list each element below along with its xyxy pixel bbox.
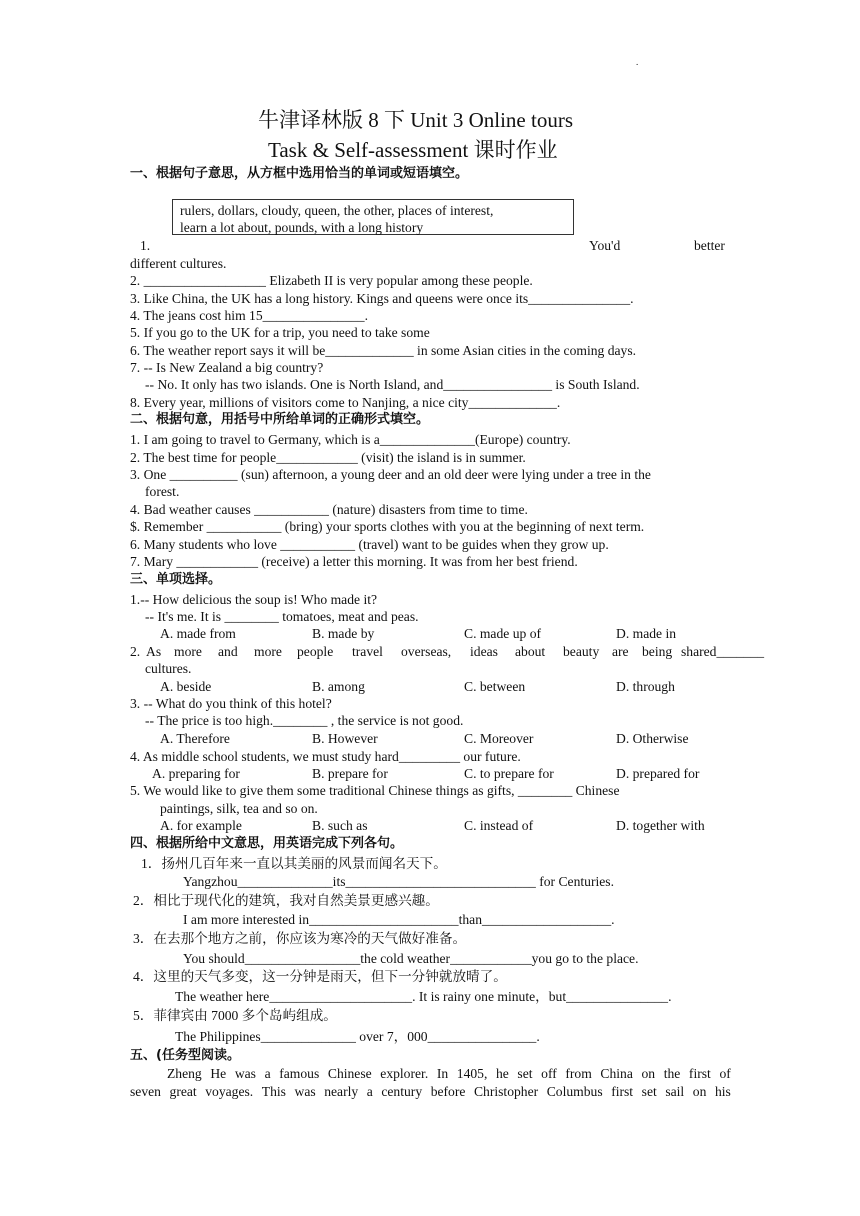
s5-word: before	[430, 1084, 466, 1099]
s2-q1: 1. I am going to travel to Germany, which is a______________(Europe) country.	[130, 432, 571, 447]
s3-q5-option-d: D. together with	[616, 818, 705, 833]
s4-q1-english: Yangzhou______________its____________________________ for Centuries.	[183, 874, 614, 889]
s3-q2-word: 2.	[130, 644, 141, 659]
section-4-heading: 四、根据所给中文意思，用英语完成下列各句。	[130, 836, 404, 851]
s4-q3-chinese: 3．在去那个地方之前，你应该为寒冷的天气做好准备。	[133, 931, 467, 946]
s3-q3-answer: -- The price is too high.________ , the service is not good.	[145, 713, 464, 728]
s1-q7-answer: -- No. It only has two islands. One is North Island, and________________ is South Island.	[145, 377, 640, 392]
s3-q1-option-d: D. made in	[616, 626, 677, 641]
s4-q1-chinese: 1．扬州几百年来一直以其美丽的风景而闻名天下。	[141, 856, 447, 871]
s3-q2-word: more	[174, 644, 202, 659]
s5-word: on	[692, 1084, 707, 1099]
s5-word: great	[169, 1084, 197, 1099]
s5-word: explorer.	[380, 1066, 429, 1081]
s5-word: voyages.	[205, 1084, 254, 1099]
s5-word: from	[565, 1066, 592, 1081]
s4-q5-english: The Philippines______________ over 7，000________________.	[175, 1029, 540, 1044]
s3-q5-continuation: paintings, silk, tea and so on.	[160, 801, 318, 816]
s5-word: This	[261, 1084, 286, 1099]
s3-q1-question: 1.-- How delicious the soup is! Who made it?	[130, 592, 378, 607]
s5-word: famous	[279, 1066, 320, 1081]
section-3-heading: 三、单项选择。	[130, 572, 222, 587]
s3-q5-option-a: A. for example	[160, 818, 242, 833]
title-line-1: 牛津译林版 8 下 Unit 3 Online tours	[258, 108, 573, 132]
s1-q2: 2. __________________ Elizabeth II is very popular among these people.	[130, 273, 533, 288]
s3-q3-question: 3. -- What do you think of this hotel?	[130, 696, 332, 711]
s3-q3-option-c: C. Moreover	[464, 731, 534, 746]
s1-q5: 5. If you go to the UK for a trip, you need to take some	[130, 325, 430, 340]
s5-word: sail	[665, 1084, 685, 1099]
s3-q2-word: overseas,	[401, 644, 452, 659]
s3-q2-word: and	[218, 644, 238, 659]
s4-q3-english: You should_________________the cold weather____________you go to the place.	[183, 951, 639, 966]
s3-q2-word: shared_______	[681, 644, 765, 659]
s3-q2-option-d: D. through	[616, 679, 675, 694]
s5-word: 1405,	[456, 1066, 488, 1081]
section-1-heading: 一、根据句子意思，从方框中选用恰当的单词或短语填空。	[130, 166, 469, 181]
s3-q2-word: people	[297, 644, 334, 659]
s3-q4-option-d: D. prepared for	[616, 766, 700, 781]
s2-q3: 3. One __________ (sun) afternoon, a young deer and an old deer were lying under a tree in the	[130, 467, 651, 482]
s1-q1-word-better: better	[694, 238, 725, 253]
s3-q2-word: As	[146, 644, 162, 659]
s5-word: off	[541, 1066, 557, 1081]
s5-word: he	[495, 1066, 509, 1081]
s5-word: China	[600, 1066, 633, 1081]
s5-word: seven	[130, 1084, 161, 1099]
s3-q4-question: 4. As middle school students, we must study hard_________ our future.	[130, 749, 521, 764]
s3-q3-option-d: D. Otherwise	[616, 731, 689, 746]
s5-word: first	[688, 1066, 711, 1081]
s1-q1-continuation: different cultures.	[130, 256, 227, 271]
s2-q6: 6. Many students who love ___________ (travel) want to be guides when they grow up.	[130, 537, 609, 552]
s3-q2-word: ideas	[470, 644, 498, 659]
s3-q4-option-c: C. to prepare for	[464, 766, 554, 781]
s5-word: Chinese	[327, 1066, 372, 1081]
s5-word: a	[264, 1066, 271, 1081]
word-box-line-2: learn a lot about, pounds, with a long history	[180, 220, 424, 235]
s4-q2-english: I am more interested in______________________than___________________.	[183, 912, 615, 927]
s5-word: first	[611, 1084, 634, 1099]
s3-q4-option-b: B. prepare for	[312, 766, 388, 781]
s5-word: the	[663, 1066, 681, 1081]
s1-q1-number: 1.	[140, 238, 151, 253]
s3-q2-word: about	[515, 644, 546, 659]
s5-word: Christopher	[473, 1084, 539, 1099]
s3-q2-word: travel	[352, 644, 383, 659]
s5-paragraph-line-1	[167, 1067, 731, 1081]
s1-q8: 8. Every year, millions of visitors come to Nanjing, a nice city_____________.	[130, 395, 561, 410]
s2-q5: $. Remember ___________ (bring) your sports clothes with you at the beginning of next term.	[130, 519, 645, 534]
s5-word: on	[641, 1066, 656, 1081]
s3-q1-option-a: A. made from	[160, 626, 236, 641]
s3-q2-option-c: C. between	[464, 679, 526, 694]
s5-word: was	[294, 1084, 316, 1099]
section-2-heading: 二、根据句意，用括号中所给单词的正确形式填空。	[130, 412, 430, 427]
s1-q6: 6. The weather report says it will be_____________ in some Asian cities in the coming days.	[130, 343, 637, 358]
s5-word: set	[641, 1084, 657, 1099]
s4-q4-english: The weather here_____________________. It is rainy one minute，but_______________.	[175, 989, 672, 1004]
s5-word: set	[517, 1066, 533, 1081]
s5-word: Columbus	[546, 1084, 603, 1099]
s4-q5-chinese: 5．菲律宾由 7000 多个岛屿组成。	[133, 1008, 337, 1023]
s5-word: a	[366, 1084, 373, 1099]
section-5-heading: 五、(任务型阅读。	[130, 1048, 240, 1063]
s3-q4-option-a: A. preparing for	[152, 766, 240, 781]
s5-word: of	[719, 1066, 731, 1081]
s3-q2-word: are	[612, 644, 629, 659]
s3-q1-option-c: C. made up of	[464, 626, 542, 641]
s5-word: In	[436, 1066, 449, 1081]
s5-word: his	[714, 1084, 731, 1099]
s1-q1-word-youd: You'd	[589, 238, 621, 253]
s3-q2-option-a: A. beside	[160, 679, 212, 694]
s2-q2: 2. The best time for people____________ (visit) the island is in summer.	[130, 450, 526, 465]
word-box	[172, 199, 574, 235]
s4-q4-chinese: 4．这里的天气多变，这一分钟是雨天，但下一分钟就放晴了。	[133, 969, 507, 984]
s3-q2-option-b: B. among	[312, 679, 365, 694]
s3-q3-option-b: B. However	[312, 731, 378, 746]
s3-q1-option-b: B. made by	[312, 626, 375, 641]
s5-word: was	[234, 1066, 256, 1081]
s5-paragraph-line-2	[130, 1085, 731, 1099]
page-dot: .	[636, 57, 639, 67]
s3-q2-word: being	[642, 644, 673, 659]
s1-q7-question: 7. -- Is New Zealand a big country?	[130, 360, 324, 375]
s3-q5-option-b: B. such as	[312, 818, 368, 833]
s3-q5-question: 5. We would like to give them some traditional Chinese things as gifts, ________ Chinese	[130, 783, 620, 798]
s1-q4: 4. The jeans cost him 15_______________.	[130, 308, 368, 323]
s2-q3-continuation: forest.	[145, 484, 180, 499]
s2-q4: 4. Bad weather causes ___________ (nature) disasters from time to time.	[130, 502, 528, 517]
s5-word: century	[381, 1084, 423, 1099]
s4-q2-chinese: 2．相比于现代化的建筑，我对自然美景更感兴趣。	[133, 893, 439, 908]
s3-q5-option-c: C. instead of	[464, 818, 534, 833]
s5-word: Zheng	[167, 1066, 202, 1081]
s3-q3-option-a: A. Therefore	[160, 731, 230, 746]
s3-q2-continuation: cultures.	[145, 661, 192, 676]
s2-q7: 7. Mary ____________ (receive) a letter this morning. It was from her best friend.	[130, 554, 578, 569]
s1-q3: 3. Like China, the UK has a long history. Kings and queens were once its_______________.	[130, 291, 634, 306]
word-box-line-1: rulers, dollars, cloudy, queen, the other, places of interest,	[180, 203, 494, 218]
s3-q1-answer: -- It's me. It is ________ tomatoes, meat and peas.	[145, 609, 419, 624]
s5-word: nearly	[324, 1084, 359, 1099]
s3-q2-word: more	[254, 644, 282, 659]
s3-q2-word: beauty	[563, 644, 600, 659]
title-line-2: Task & Self-assessment 课时作业	[268, 138, 558, 162]
s5-word: He	[210, 1066, 227, 1081]
